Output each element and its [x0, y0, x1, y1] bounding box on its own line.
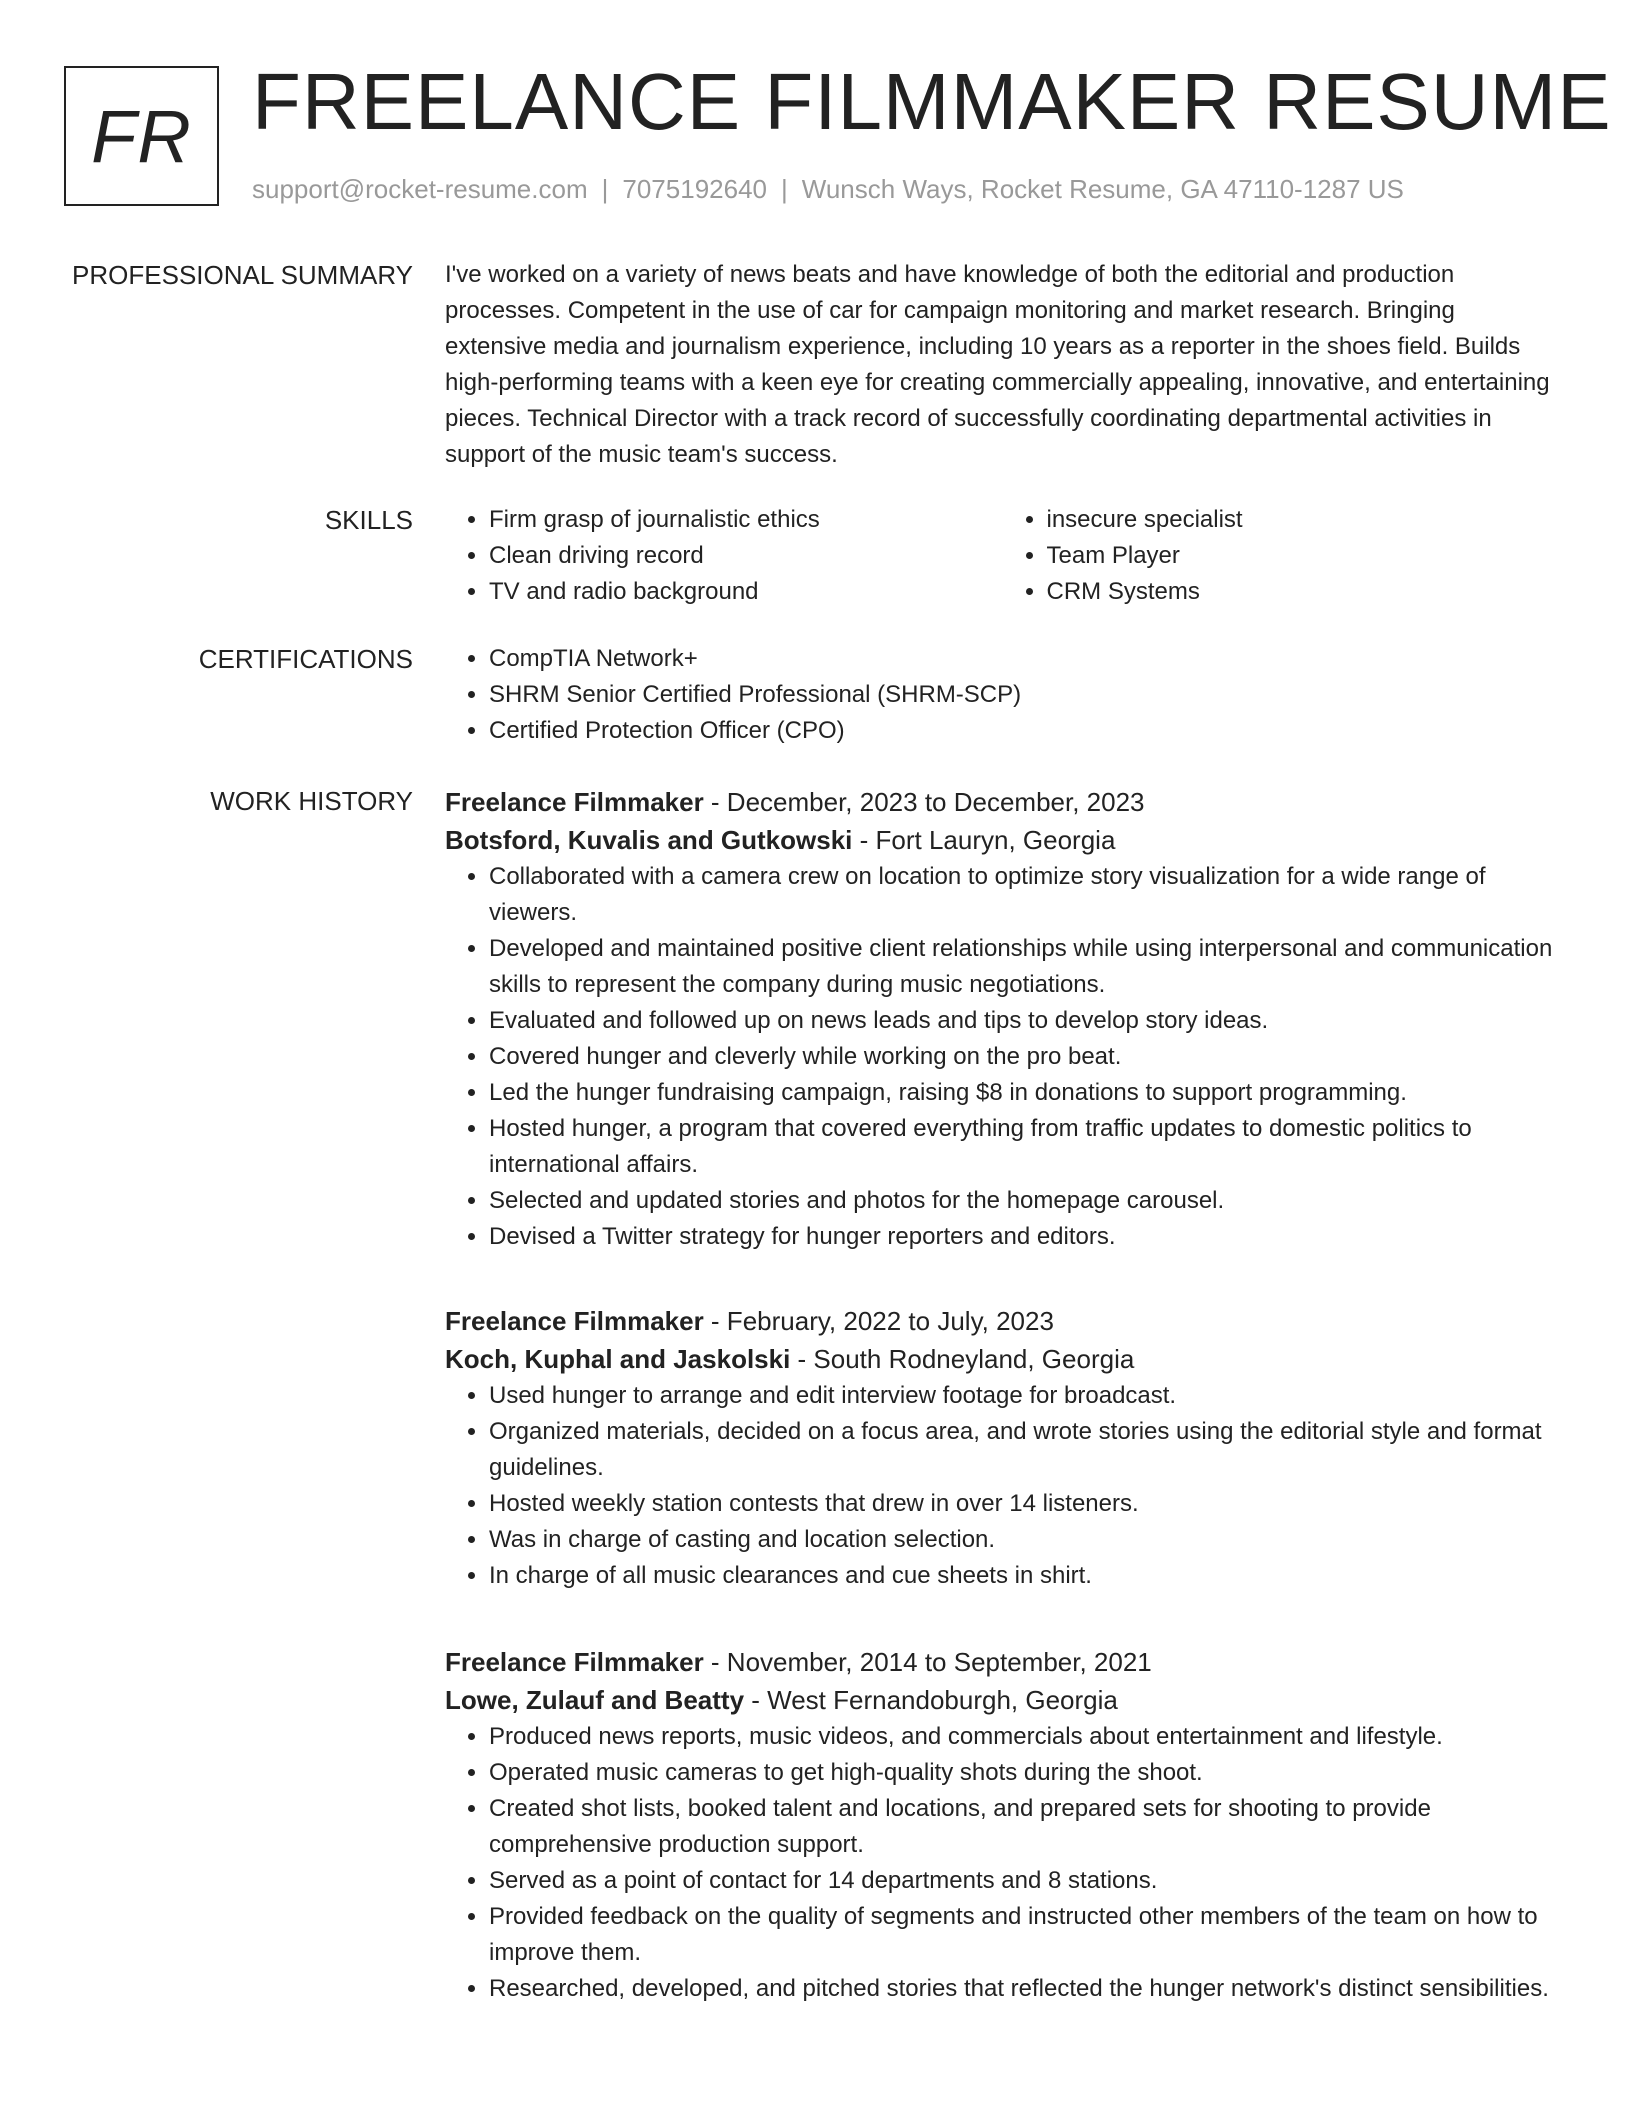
skills-list-left	[445, 502, 1003, 610]
job-bullet: • Developed and maintained positive client relationships while using interpersonal and communication skills to represent the company during music negotiations.	[489, 931, 1560, 1003]
job-company-line	[445, 821, 1560, 859]
skills-list-right	[1003, 502, 1561, 610]
job-bullets	[445, 1378, 1560, 1594]
job-bullet: • Selected and updated stories and photos for the homepage carousel.	[489, 1183, 1560, 1219]
job-dates: - December, 2023 to December, 2023	[703, 787, 1145, 817]
job-bullet: • Operated music cameras to get high-quality shots during the shoot.	[489, 1755, 1560, 1791]
job-company-line	[445, 1681, 1560, 1719]
certification-item: • SHRM Senior Certified Professional (SHRM-SCP)	[489, 677, 1560, 713]
job-bullet: • Hosted weekly station contests that drew in over 14 listeners.	[489, 1486, 1560, 1522]
job-company-line	[445, 1340, 1560, 1378]
contact-separator: |	[781, 174, 788, 204]
job-bullet: • In charge of all music clearances and cue sheets in shirt.	[489, 1558, 1560, 1594]
certifications-list	[445, 641, 1560, 749]
job-bullet: • Created shot lists, booked talent and locations, and prepared sets for shooting to provide comprehensive production support.	[489, 1791, 1560, 1863]
certifications-body	[445, 641, 1560, 749]
skills-body	[445, 502, 1560, 610]
resume-title: FREELANCE FILMMAKER RESUME	[252, 57, 1612, 146]
job-title: Freelance Filmmaker	[445, 1306, 704, 1336]
contact-separator: |	[601, 174, 609, 204]
job-bullet: • Devised a Twitter strategy for hunger reporters and editors.	[489, 1219, 1560, 1255]
job-bullets	[445, 859, 1560, 1255]
job-bullet: • Used hunger to arrange and edit interview footage for broadcast.	[489, 1378, 1560, 1414]
summary-label: PROFESSIONAL SUMMARY	[72, 260, 413, 290]
contact-phone[interactable]: 7075192640	[622, 174, 767, 204]
skills-label: SKILLS	[324, 505, 413, 535]
job-title: Freelance Filmmaker	[445, 787, 704, 817]
contact-email[interactable]: support@rocket-resume.com	[252, 174, 588, 204]
skill-item: • insecure specialist	[1047, 502, 1561, 538]
job-title-line	[445, 1643, 1560, 1681]
summary-text: I've worked on a variety of news beats and have knowledge of both the editorial and production processes. Competent in the use of car for campaign monitoring and market research. Bringing extensive media and journalism experience, including 10 years as a reporter in the shoes field. Builds high-performing teams with a keen eye for creating commercially appealing, innovative, and entertaining pieces. Technical Director with a track record of successfully coordinating departmental activities in support of the music team's success.	[445, 261, 1550, 468]
job-company: Botsford, Kuvalis and Gutkowski	[445, 825, 853, 855]
contact-address: Wunsch Ways, Rocket Resume, GA 47110-1287 US	[801, 174, 1404, 204]
job-company: Koch, Kuphal and Jaskolski	[445, 1344, 791, 1374]
skill-item: • Team Player	[1047, 538, 1561, 574]
job-company: Lowe, Zulauf and Beatty	[445, 1685, 745, 1715]
job-bullet: • Organized materials, decided on a focus area, and wrote stories using the editorial style and format guidelines.	[489, 1414, 1560, 1486]
certification-item: • CompTIA Network+	[489, 641, 1560, 677]
job-bullet: • Led the hunger fundraising campaign, raising $8 in donations to support programming.	[489, 1075, 1560, 1111]
skills-grid	[445, 502, 1560, 610]
skill-item: • TV and radio background	[489, 574, 1003, 610]
job-dates: - February, 2022 to July, 2023	[703, 1306, 1054, 1336]
job-bullet: • Served as a point of contact for 14 departments and 8 stations.	[489, 1863, 1560, 1899]
job-bullet: • Evaluated and followed up on news leads and tips to develop story ideas.	[489, 1003, 1560, 1039]
work-history-label: WORK HISTORY	[210, 786, 413, 816]
job-title-line	[445, 783, 1560, 821]
job-bullet: • Produced news reports, music videos, and commercials about entertainment and lifestyle.	[489, 1719, 1560, 1755]
job-title: Freelance Filmmaker	[445, 1647, 704, 1677]
certification-item: • Certified Protection Officer (CPO)	[489, 713, 1560, 749]
summary-body	[445, 257, 1560, 473]
job-location: - Fort Lauryn, Georgia	[852, 825, 1116, 855]
job-bullet: • Covered hunger and cleverly while working on the pro beat.	[489, 1039, 1560, 1075]
job-dates: - November, 2014 to September, 2021	[703, 1647, 1152, 1677]
job-bullet: • Collaborated with a camera crew on location to optimize story visualization for a wide range of viewers.	[489, 859, 1560, 931]
job-bullets	[445, 1719, 1560, 2007]
skill-item: • Clean driving record	[489, 538, 1003, 574]
job-title-line	[445, 1302, 1560, 1340]
job-bullet: • Was in charge of casting and location selection.	[489, 1522, 1560, 1558]
monogram-badge: FR	[64, 66, 219, 206]
skill-item: • CRM Systems	[1047, 574, 1561, 610]
job-bullet: • Researched, developed, and pitched stories that reflected the hunger network's distinct sensibilities.	[489, 1971, 1560, 2007]
job-bullet: • Provided feedback on the quality of segments and instructed other members of the team on how to improve them.	[489, 1899, 1560, 1971]
contact-line	[252, 174, 1404, 205]
job-location: - West Fernandoburgh, Georgia	[744, 1685, 1118, 1715]
job-location: - South Rodneyland, Georgia	[790, 1344, 1135, 1374]
certifications-label: CERTIFICATIONS	[198, 644, 413, 674]
skill-item: • Firm grasp of journalistic ethics	[489, 502, 1003, 538]
job-bullet: • Hosted hunger, a program that covered everything from traffic updates to domestic politics to international affairs.	[489, 1111, 1560, 1183]
